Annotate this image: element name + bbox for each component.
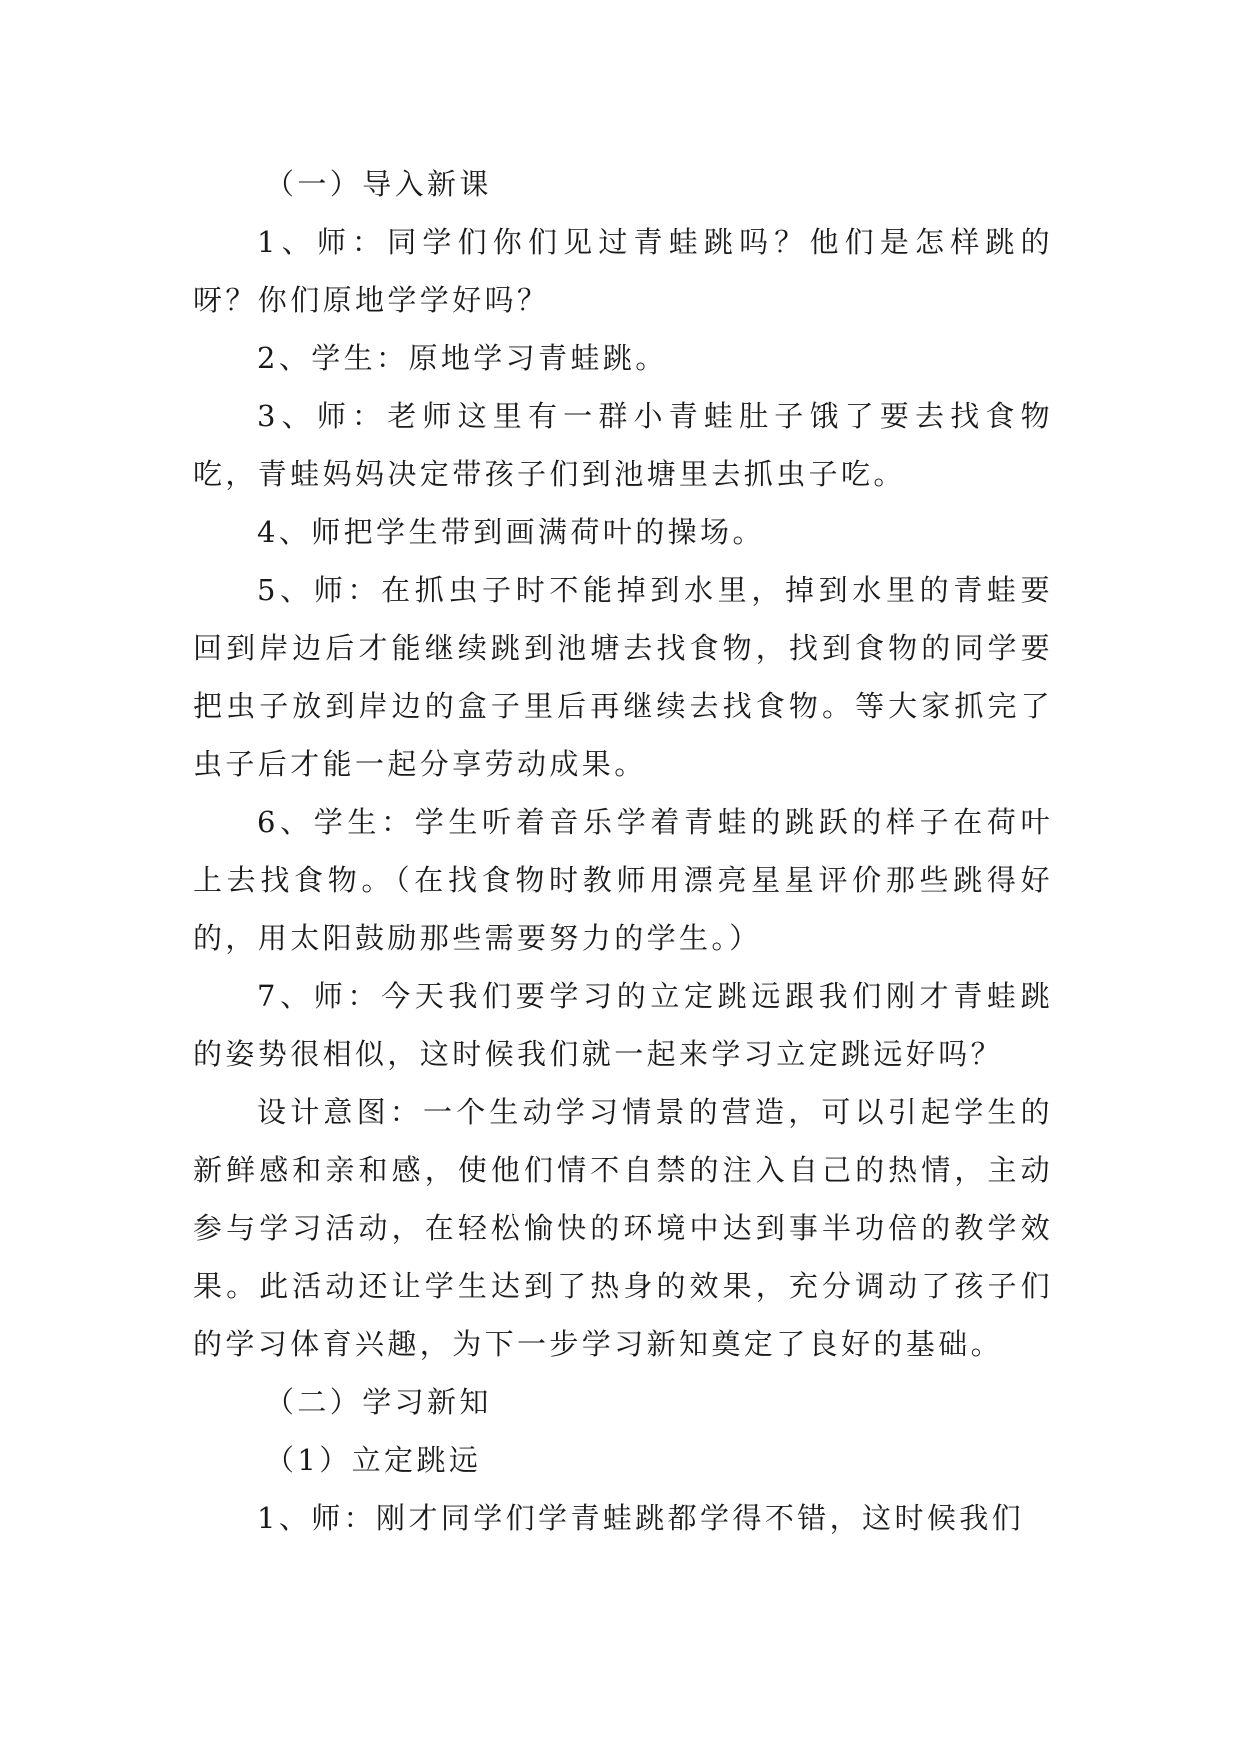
paragraph-2: 2、学生：原地学习青蛙跳。 — [257, 341, 668, 375]
section-heading-intro: （一）导入新课 — [265, 167, 492, 201]
design-intent-paragraph: 设计意图：一个生动学习情景的营造，可以引起学生的新鲜感和亲和感，使他们情不自禁的注入自己的热情，主动参与学习活动，在轻松愉快的环境中达到事半功倍的教学效果。此活动还让学生达到了热身的效果，充分调动了孩子们的学习体育兴趣，为下一步学习新知奠定了良好的基础。 — [193, 1095, 1053, 1361]
subsection-heading-standing-jump: （1）立定跳远 — [265, 1443, 482, 1477]
paragraph-1: 1、师：同学们你们见过青蛙跳吗？他们是怎样跳的呀？你们原地学学好吗？ — [193, 225, 1053, 317]
paragraph-6: 6、学生：学生听着音乐学着青蛙的跳跃的样子在荷叶上去找食物。（在找食物时教师用漂亮星星评价那些跳得好的，用太阳鼓励那些需要努力的学生。） — [193, 805, 1053, 955]
paragraph-7: 7、师：今天我们要学习的立定跳远跟我们刚才青蛙跳的姿势很相似，这时候我们就一起来学习立定跳远好吗？ — [193, 979, 1053, 1071]
paragraph-5: 5、师：在抓虫子时不能掉到水里，掉到水里的青蛙要回到岸边后才能继续跳到池塘去找食物，找到食物的同学要把虫子放到岸边的盒子里后再继续去找食物。等大家抓完了虫子后才能一起分享劳动成果。 — [193, 573, 1053, 781]
document-body — [193, 155, 1053, 1547]
paragraph-3: 3、师：老师这里有一群小青蛙肚子饿了要去找食物吃，青蛙妈妈决定带孩子们到池塘里去抓虫子吃。 — [193, 399, 1053, 491]
paragraph-new-1: 1、师：刚才同学们学青蛙跳都学得不错，这时候我们 — [257, 1501, 1025, 1535]
paragraph-4: 4、师把学生带到画满荷叶的操场。 — [257, 515, 765, 549]
section-heading-new-knowledge: （二）学习新知 — [265, 1385, 492, 1419]
